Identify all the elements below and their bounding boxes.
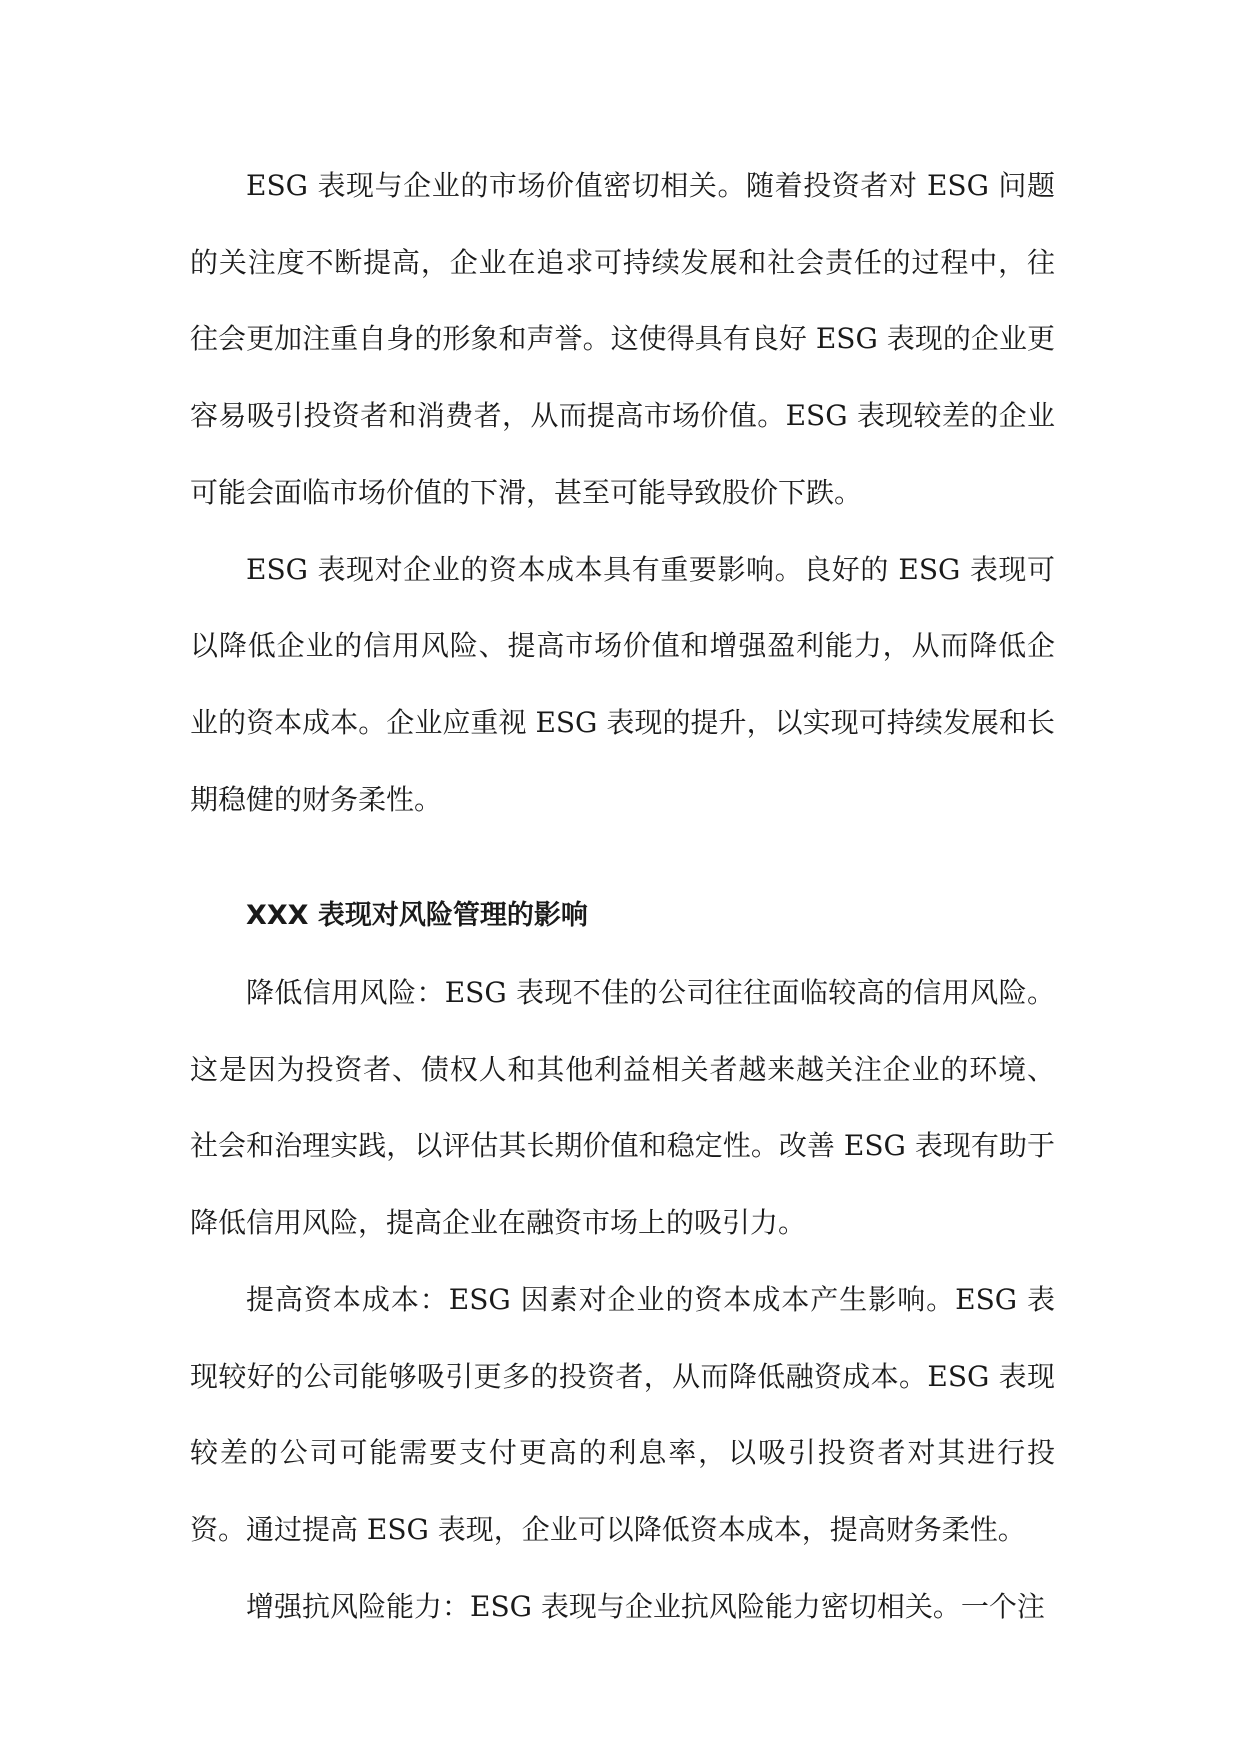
section-heading: XXX 表现对风险管理的影响 (246, 900, 588, 932)
paragraph-capital-cost: ESG 表现对企业的资本成本具有重要影响。良好的 ESG 表现可以降低企业的信用风险、提高市场价值和增强盈利能力，从而降低企业的资本成本。企业应重视 ESG 表现的提升，以实现可持续发展和长期稳健的财务柔性。 (190, 552, 1055, 816)
paragraph-risk-resistance: 增强抗风险能力：ESG 表现与企业抗风险能力密切相关。一个注 (246, 1589, 1045, 1623)
paragraph-raise-capital-cost: 提高资本成本：ESG 因素对企业的资本成本产生影响。ESG 表现较好的公司能够吸引更多的投资者，从而降低融资成本。ESG 表现较差的公司可能需要支付更高的利息率，以吸引投资者对其进行投资。通过提高 ESG 表现，企业可以降低资本成本，提高财务柔性。 (190, 1282, 1055, 1546)
paragraph-market-value: ESG 表现与企业的市场价值密切相关。随着投资者对 ESG 问题的关注度不断提高，企业在追求可持续发展和社会责任的过程中，往往会更加注重自身的形象和声誉。这使得具有良好 ESG 表现的企业更容易吸引投资者和消费者，从而提高市场价值。ESG 表现较差的企业可能会面临市场价值的下滑，甚至可能导致股价下跌。 (190, 169, 1055, 509)
paragraph-credit-risk: 降低信用风险：ESG 表现不佳的公司往往面临较高的信用风险。这是因为投资者、债权人和其他利益相关者越来越关注企业的环境、社会和治理实践，以评估其长期价值和稳定性。改善 ESG 表现有助于降低信用风险，提高企业在融资市场上的吸引力。 (190, 976, 1055, 1240)
document-body (190, 148, 1055, 1645)
